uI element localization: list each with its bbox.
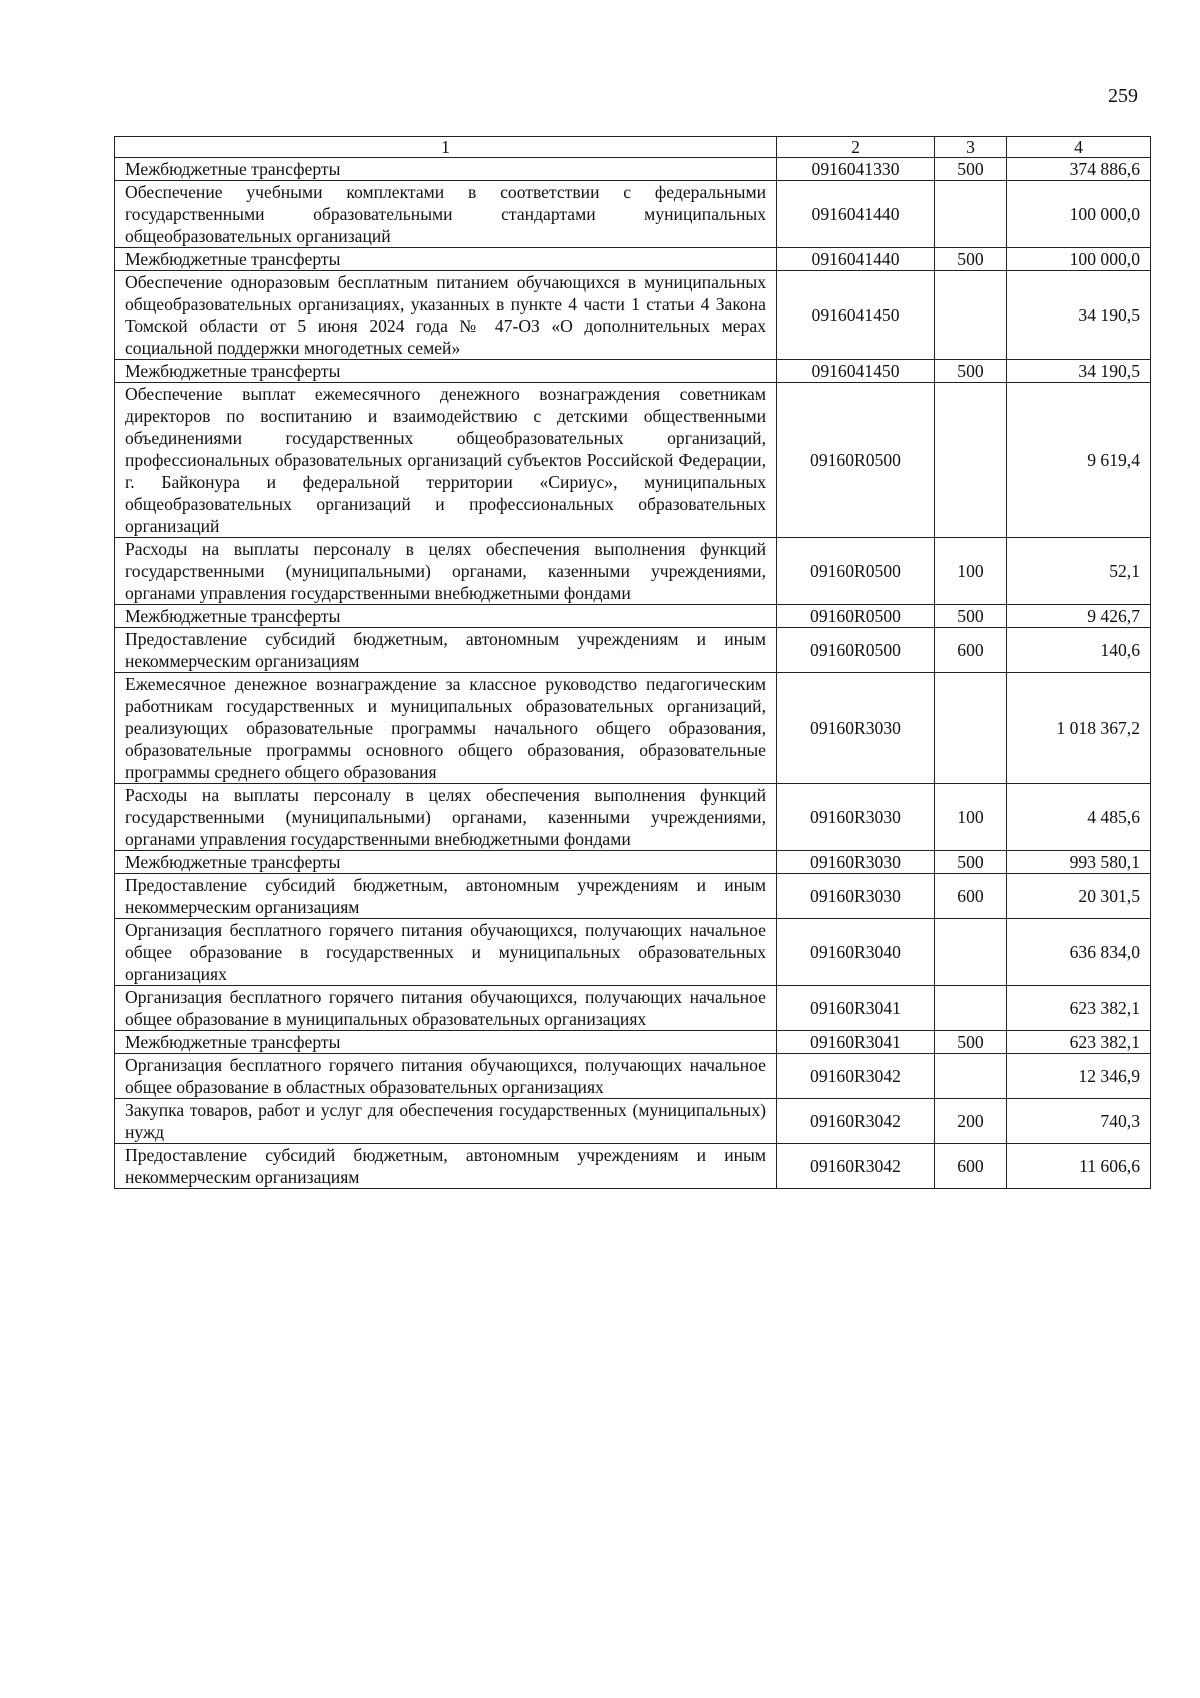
expense-name-cell: Межбюджетные трансферты [115, 605, 777, 628]
amount-cell: 9 426,7 [1007, 605, 1151, 628]
target-code-cell: 09160R3030 [777, 874, 935, 919]
header-cell-2: 2 [777, 137, 935, 158]
table-header-row [115, 137, 1151, 158]
expense-type-cell [935, 181, 1007, 248]
amount-cell: 374 886,6 [1007, 158, 1151, 181]
table-row [115, 1144, 1151, 1189]
target-code-cell: 09160R3030 [777, 851, 935, 874]
target-code-cell: 09160R3030 [777, 784, 935, 851]
amount-cell: 623 382,1 [1007, 986, 1151, 1031]
table-row [115, 1099, 1151, 1144]
expense-type-cell: 600 [935, 1144, 1007, 1189]
target-code-cell: 09160R0500 [777, 538, 935, 605]
expense-type-cell: 200 [935, 1099, 1007, 1144]
table-row [115, 605, 1151, 628]
expense-type-cell: 500 [935, 360, 1007, 383]
expense-name-cell: Расходы на выплаты персоналу в целях обеспечения выполнения функций государственными (муниципальными) органами, казенными учреждениями, органами управления государственными внебюджетными фондами [115, 538, 777, 605]
expense-name-cell: Предоставление субсидий бюджетным, автономным учреждениям и иным некоммерческим организациям [115, 1144, 777, 1189]
expense-type-cell: 600 [935, 874, 1007, 919]
header-cell-1: 1 [115, 137, 777, 158]
expense-name-cell: Обеспечение учебными комплектами в соответствии с федеральными государственными образовательными стандартами муниципальных общеобразовательных организаций [115, 181, 777, 248]
expense-name-cell: Межбюджетные трансферты [115, 158, 777, 181]
amount-cell: 1 018 367,2 [1007, 673, 1151, 784]
budget-table [114, 136, 1151, 1189]
amount-cell: 993 580,1 [1007, 851, 1151, 874]
amount-cell: 100 000,0 [1007, 181, 1151, 248]
target-code-cell: 09160R3041 [777, 986, 935, 1031]
target-code-cell: 0916041450 [777, 360, 935, 383]
table-row [115, 360, 1151, 383]
table-row [115, 784, 1151, 851]
expense-name-cell: Предоставление субсидий бюджетным, автономным учреждениям и иным некоммерческим организациям [115, 628, 777, 673]
expense-type-cell: 500 [935, 605, 1007, 628]
expense-type-cell [935, 271, 1007, 360]
amount-cell: 140,6 [1007, 628, 1151, 673]
table-row [115, 248, 1151, 271]
expense-type-cell: 500 [935, 1031, 1007, 1054]
table-row [115, 1054, 1151, 1099]
expense-name-cell: Межбюджетные трансферты [115, 851, 777, 874]
target-code-cell: 09160R3030 [777, 673, 935, 784]
expense-name-cell: Организация бесплатного горячего питания обучающихся, получающих начальное общее образование в государственных и муниципальных образовательных организациях [115, 919, 777, 986]
amount-cell: 4 485,6 [1007, 784, 1151, 851]
expense-name-cell: Закупка товаров, работ и услуг для обеспечения государственных (муниципальных) нужд [115, 1099, 777, 1144]
amount-cell: 636 834,0 [1007, 919, 1151, 986]
target-code-cell: 09160R3040 [777, 919, 935, 986]
table-row [115, 874, 1151, 919]
expense-type-cell: 100 [935, 784, 1007, 851]
target-code-cell: 09160R0500 [777, 383, 935, 538]
target-code-cell: 0916041440 [777, 248, 935, 271]
expense-name-cell: Организация бесплатного горячего питания обучающихся, получающих начальное общее образование в муниципальных образовательных организациях [115, 986, 777, 1031]
target-code-cell: 09160R0500 [777, 605, 935, 628]
amount-cell: 12 346,9 [1007, 1054, 1151, 1099]
table-row [115, 1031, 1151, 1054]
expense-name-cell: Организация бесплатного горячего питания обучающихся, получающих начальное общее образование в областных образовательных организациях [115, 1054, 777, 1099]
table-row [115, 851, 1151, 874]
expense-name-cell: Ежемесячное денежное вознаграждение за классное руководство педагогическим работникам государственных и муниципальных образовательных организаций, реализующих образовательные программы начального общего образования, образовательные программы основного общего образования, образовательные программы среднего общего образования [115, 673, 777, 784]
target-code-cell: 09160R3041 [777, 1031, 935, 1054]
expense-type-cell [935, 383, 1007, 538]
budget-table-body [115, 137, 1151, 1189]
amount-cell: 9 619,4 [1007, 383, 1151, 538]
expense-type-cell [935, 1054, 1007, 1099]
target-code-cell: 0916041450 [777, 271, 935, 360]
expense-name-cell: Расходы на выплаты персоналу в целях обеспечения выполнения функций государственными (муниципальными) органами, казенными учреждениями, органами управления государственными внебюджетными фондами [115, 784, 777, 851]
amount-cell: 623 382,1 [1007, 1031, 1151, 1054]
table-row [115, 986, 1151, 1031]
table-row [115, 383, 1151, 538]
expense-type-cell: 500 [935, 158, 1007, 181]
amount-cell: 34 190,5 [1007, 271, 1151, 360]
expense-name-cell: Межбюджетные трансферты [115, 360, 777, 383]
expense-name-cell: Обеспечение одноразовым бесплатным питанием обучающихся в муниципальных общеобразовательных организациях, указанных в пункте 4 части 1 статьи 4 Закона Томской области от 5 июня 2024 года № 47-ОЗ «О дополнительных мерах социальной поддержки многодетных семей» [115, 271, 777, 360]
amount-cell: 20 301,5 [1007, 874, 1151, 919]
header-cell-3: 3 [935, 137, 1007, 158]
target-code-cell: 09160R0500 [777, 628, 935, 673]
amount-cell: 52,1 [1007, 538, 1151, 605]
expense-type-cell: 500 [935, 851, 1007, 874]
target-code-cell: 09160R3042 [777, 1054, 935, 1099]
table-row [115, 271, 1151, 360]
table-row [115, 181, 1151, 248]
expense-type-cell: 100 [935, 538, 1007, 605]
target-code-cell: 09160R3042 [777, 1099, 935, 1144]
expense-type-cell [935, 919, 1007, 986]
header-cell-4: 4 [1007, 137, 1151, 158]
expense-type-cell: 500 [935, 248, 1007, 271]
page-number: 259 [1108, 85, 1138, 107]
table-row [115, 919, 1151, 986]
target-code-cell: 0916041330 [777, 158, 935, 181]
expense-name-cell: Обеспечение выплат ежемесячного денежного вознаграждения советникам директоров по воспитанию и взаимодействию с детскими общественными объединениями государственных общеобразовательных организаций, профессиональных образовательных организаций субъектов Российской Федерации, г. Байконура и федеральной территории «Сириус», муниципальных общеобразовательных организаций и профессиональных образовательных организаций [115, 383, 777, 538]
expense-type-cell: 600 [935, 628, 1007, 673]
expense-type-cell [935, 986, 1007, 1031]
expense-name-cell: Межбюджетные трансферты [115, 1031, 777, 1054]
expense-name-cell: Межбюджетные трансферты [115, 248, 777, 271]
expense-type-cell [935, 673, 1007, 784]
table-row [115, 673, 1151, 784]
expense-name-cell: Предоставление субсидий бюджетным, автономным учреждениям и иным некоммерческим организациям [115, 874, 777, 919]
table-row [115, 158, 1151, 181]
amount-cell: 34 190,5 [1007, 360, 1151, 383]
table-row [115, 538, 1151, 605]
amount-cell: 740,3 [1007, 1099, 1151, 1144]
amount-cell: 100 000,0 [1007, 248, 1151, 271]
amount-cell: 11 606,6 [1007, 1144, 1151, 1189]
target-code-cell: 0916041440 [777, 181, 935, 248]
table-row [115, 628, 1151, 673]
target-code-cell: 09160R3042 [777, 1144, 935, 1189]
